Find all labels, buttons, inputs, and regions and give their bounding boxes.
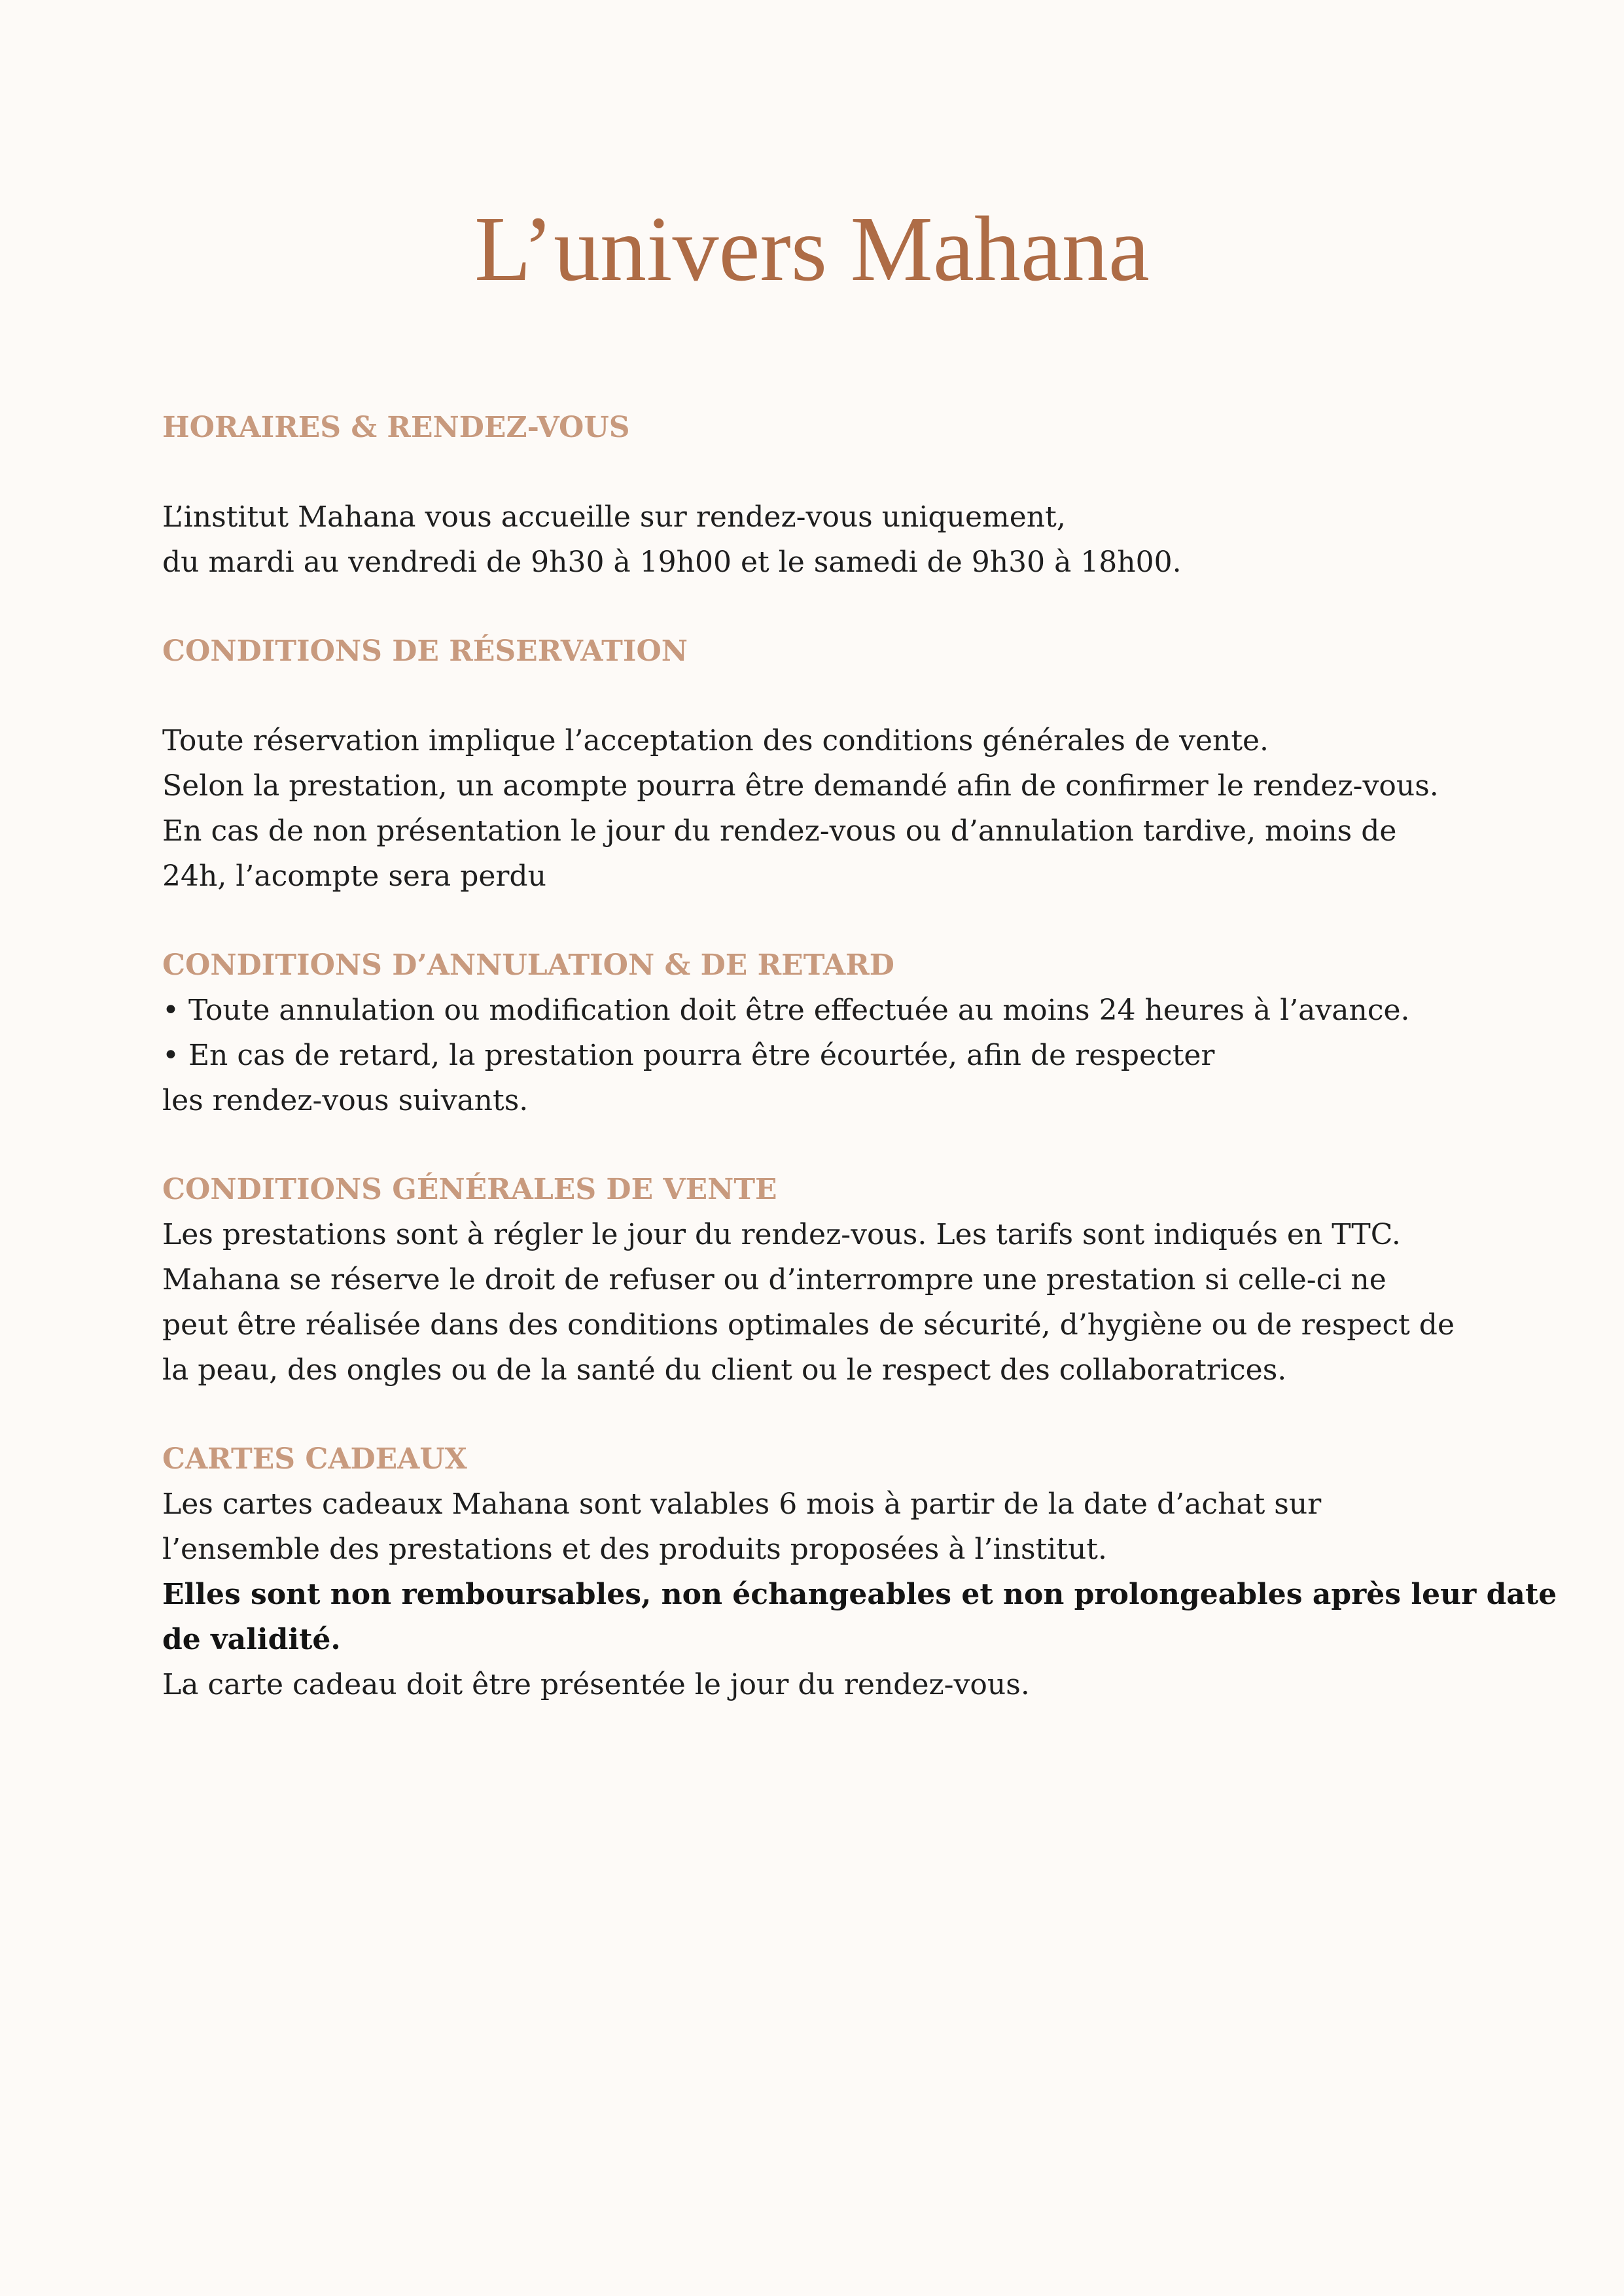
section-heading-cgv: CONDITIONS GÉNÉRALES DE VENTE	[162, 1173, 777, 1206]
reservation-line-4: 24h, l’acompte sera perdu	[162, 860, 546, 893]
annulation-line-3: les rendez-vous suivants.	[162, 1084, 529, 1117]
reservation-line-2: Selon la prestation, un acompte pourra être demandé afin de confirmer le rendez-vous.	[162, 769, 1439, 803]
cartes-bold-line-1: Elles sont non remboursables, non échangeables et non prolongeables après leur date	[162, 1578, 1557, 1611]
horaires-line-2: du mardi au vendredi de 9h30 à 19h00 et le samedi de 9h30 à 18h00.	[162, 546, 1182, 579]
horaires-line-1: L’institut Mahana vous accueille sur rendez-vous uniquement,	[162, 500, 1066, 534]
section-heading-reservation: CONDITIONS DE RÉSERVATION	[162, 635, 688, 668]
reservation-line-3: En cas de non présentation le jour du rendez-vous ou d’annulation tardive, moins de	[162, 814, 1397, 848]
annulation-line-1: • Toute annulation ou modification doit être effectuée au moins 24 heures à l’avance.	[162, 994, 1410, 1027]
reservation-line-1: Toute réservation implique l’acceptation des conditions générales de vente.	[162, 724, 1269, 757]
cgv-line-4: la peau, des ongles ou de la santé du client ou le respect des collaboratrices.	[162, 1353, 1287, 1387]
section-heading-annulation: CONDITIONS D’ANNULATION & DE RETARD	[162, 948, 894, 982]
section-heading-horaires: HORAIRES & RENDEZ-VOUS	[162, 411, 630, 444]
cartes-bold-line-2: de validité.	[162, 1623, 341, 1656]
cgv-line-2: Mahana se réserve le droit de refuser ou d’interrompre une prestation si celle-ci ne	[162, 1263, 1386, 1296]
cgv-line-3: peut être réalisée dans des conditions optimales de sécurité, d’hygiène ou de respect de	[162, 1308, 1455, 1342]
document-body	[162, 406, 1557, 1707]
page-title: L’univers Mahana	[474, 197, 1150, 300]
cartes-line-1: Les cartes cadeaux Mahana sont valables 6 mois à partir de la date d’achat sur	[162, 1487, 1322, 1521]
cgv-line-1: Les prestations sont à régler le jour du rendez-vous. Les tarifs sont indiqués en TTC.	[162, 1218, 1401, 1251]
cartes-line-3: La carte cadeau doit être présentée le jour du rendez-vous.	[162, 1668, 1030, 1701]
cartes-line-2: l’ensemble des prestations et des produits proposées à l’institut.	[162, 1533, 1107, 1566]
section-heading-cartes-cadeaux: CARTES CADEAUX	[162, 1442, 467, 1476]
annulation-line-2: • En cas de retard, la prestation pourra être écourtée, afin de respecter	[162, 1039, 1215, 1072]
